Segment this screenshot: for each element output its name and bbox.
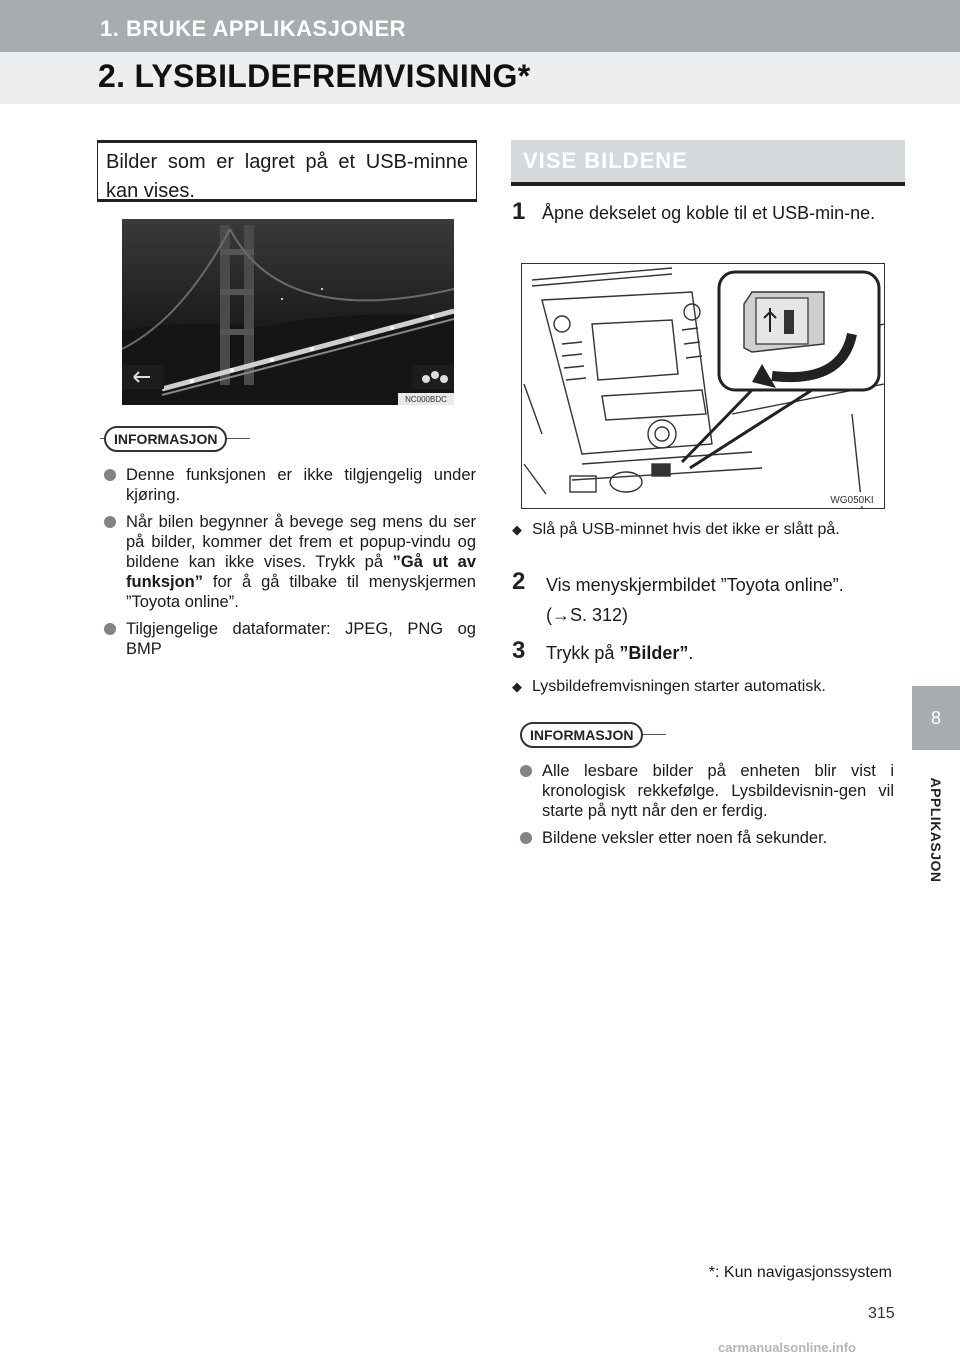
list-item: Når bilen begynner å bevege seg mens du ser på bilder, kommer det frem et popup-vindu og bildene kan ikke vises. Trykk på ”Gå ut av funksjon” for å gå tilbake til menyskjermen ”Toyota online”. [104, 512, 476, 612]
list-item: Bildene veksler etter noen få sekunder. [520, 828, 894, 848]
slideshow-screen-image [122, 219, 454, 405]
usb-port-illustration [521, 263, 885, 509]
step-number: 1 [512, 198, 526, 225]
list-item: Alle lesbare bilder på enheten blir vist i kronologisk rekkefølge. Lysbildevisnin-gen vil starte på nytt når den er ferdig. [520, 761, 894, 821]
note-list [512, 677, 894, 697]
watermark: carmanualsonline.info [718, 1340, 856, 1355]
list-item: Tilgjengelige dataformater: JPEG, PNG og BMP [104, 619, 476, 659]
page-reference[interactable]: (→S. 312) [546, 605, 629, 625]
footnote: *: Kun navigasjonssystem [708, 1264, 892, 1281]
step-text: Trykk på ”Bilder”. [546, 643, 694, 663]
info-badge: INFORMASJON [520, 722, 643, 748]
step-number: 2 [512, 568, 526, 595]
image-code: WG050KI [830, 495, 874, 506]
section-heading: VISE BILDENE [511, 140, 905, 186]
chapter-tab[interactable]: 8 [912, 686, 960, 750]
chapter-label: APPLIKASJON [928, 776, 944, 883]
step-number: 3 [512, 637, 526, 664]
page-number: 315 [868, 1305, 895, 1322]
step-text: Åpne dekselet og koble til et USB-min-ne. [542, 203, 876, 223]
page-title: 2. LYSBILDEFREMVISNING* [98, 58, 531, 94]
note-list [512, 520, 894, 540]
list-item: ◆ Slå på USB-minnet hvis det ikke er slått på. [512, 520, 894, 540]
info-list [520, 761, 894, 855]
step-text: Vis menyskjermbildet ”Toyota online”. (→S. 312) [546, 575, 844, 625]
image-code: NC000BDC [405, 395, 447, 404]
info-list [104, 465, 476, 666]
intro-box: Bilder som er lagret på et USB-minne kan vises. [97, 140, 477, 202]
list-item: ◆ Lysbildefremvisningen starter automatisk. [512, 677, 894, 697]
section-label: 1. BRUKE APPLIKASJONER [100, 16, 407, 41]
info-badge: INFORMASJON [104, 426, 227, 452]
list-item: Denne funksjonen er ikke tilgjengelig under kjøring. [104, 465, 476, 505]
